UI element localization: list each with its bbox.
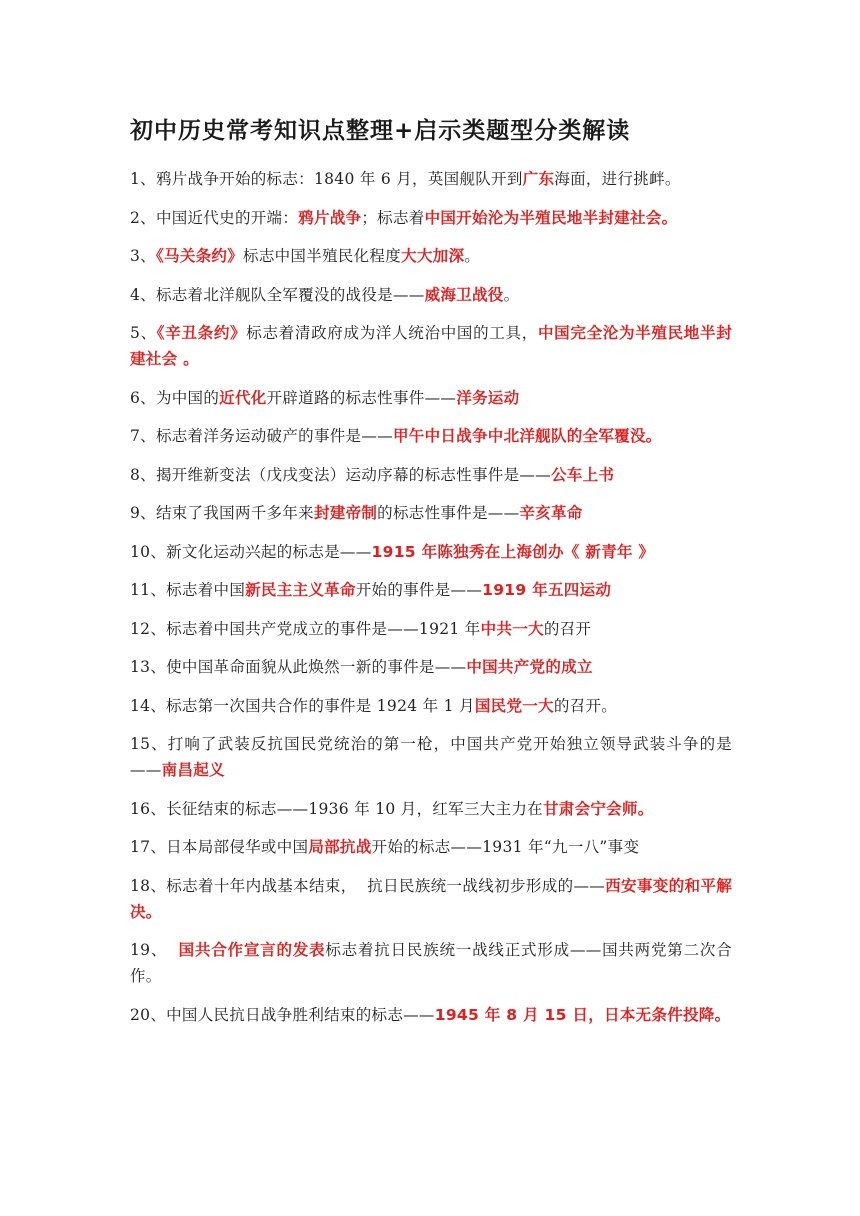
- highlighted-keyword: 公车上书: [550, 465, 615, 484]
- item-text: 11、标志着中国: [130, 581, 246, 599]
- item-text: 6、为中国的: [130, 388, 220, 407]
- highlighted-keyword: 西安事变的和平解决。: [130, 876, 732, 921]
- item-text: 开辟道路的标志性事件——: [266, 388, 457, 407]
- knowledge-point-item: [130, 937, 732, 989]
- highlighted-keyword: 局部抗战: [308, 838, 372, 856]
- item-text: 5、: [130, 324, 157, 342]
- item-text: ；标志着: [361, 208, 425, 227]
- item-text: 18、标志着十年内战基本结束， 抗日民族统一战线初步形成的——: [130, 876, 606, 895]
- item-text: 12、标志着中国共产党成立的事件是——1921 年: [130, 619, 481, 638]
- highlighted-keyword: 《马关条约》: [155, 247, 244, 265]
- item-text: 7、标志着洋务运动破产的事件是——: [130, 427, 393, 445]
- highlighted-keyword: 中国共产党的成立: [466, 658, 593, 676]
- item-text: 开始的标志——1931 年“九一八”事变: [371, 838, 640, 856]
- highlighted-keyword: 辛亥革命: [519, 504, 583, 522]
- item-text: 13、使中国革命面貌从此焕然一新的事件是——: [130, 658, 467, 676]
- item-text: 2、中国近代史的开端：: [130, 208, 299, 227]
- item-text: 标志着清政府成为洋人统治中国的工具，: [246, 324, 538, 342]
- knowledge-point-item: [130, 539, 732, 565]
- item-text: 4、标志着北洋舰队全军覆没的战役是——: [130, 285, 425, 304]
- item-text: 海面，进行挑衅。: [554, 170, 681, 188]
- item-text: 开始的事件是——: [355, 581, 483, 599]
- knowledge-point-item: [130, 654, 732, 680]
- knowledge-point-item: [130, 834, 732, 860]
- highlighted-keyword: 1945 年 8 月 15 日，日本无条件投降。: [434, 1005, 731, 1024]
- highlighted-keyword: 1919 年五四运动: [482, 581, 612, 599]
- item-text: 的召开: [543, 619, 592, 638]
- item-text: 1、鸦片战争开始的标志：1840 年 6 月，英国舰队开到: [130, 170, 523, 188]
- item-text: 20、中国人民抗日战争胜利结束的标志——: [130, 1005, 435, 1024]
- knowledge-point-item: [130, 320, 732, 372]
- knowledge-point-item: [130, 500, 732, 526]
- highlighted-keyword: 威海卫战役: [424, 285, 504, 304]
- highlighted-keyword: 中共一大: [480, 619, 544, 638]
- highlighted-keyword: 大大加深: [401, 247, 465, 265]
- highlighted-keyword: 甘肃会宁会师。: [542, 799, 654, 818]
- knowledge-point-item: [130, 731, 732, 783]
- highlighted-keyword: 封建帝制: [313, 504, 378, 522]
- highlighted-keyword: 新民主主义革命: [245, 581, 356, 599]
- highlighted-keyword: 《辛丑条约》: [156, 324, 247, 342]
- highlighted-keyword: 广东: [522, 170, 555, 188]
- highlighted-keyword: 近代化: [219, 388, 267, 407]
- item-text: 9、结束了我国两千多年来: [130, 504, 314, 522]
- item-text: 8、揭开维新变法（戊戌变法）运动序幕的标志性事件是——: [130, 465, 551, 484]
- highlighted-keyword: 中国完全沦为半殖民地半封建社会 。: [130, 324, 732, 368]
- item-text: 。: [503, 285, 520, 304]
- knowledge-point-item: [130, 385, 732, 411]
- item-text: 10、新文化运动兴起的标志是——: [130, 542, 372, 561]
- item-text: 15、打响了武装反抗国民党统治的第一枪，中国共产党开始独立领导武装斗争的是——: [130, 735, 732, 779]
- item-text: 的标志性事件是——: [377, 504, 520, 522]
- knowledge-point-item: [130, 873, 732, 925]
- highlighted-keyword: 1915 年陈独秀在上海创办《 新青年 》: [371, 542, 655, 561]
- item-text: 的召开。: [553, 696, 618, 715]
- knowledge-point-item: [130, 282, 732, 308]
- item-text: 14、标志第一次国共合作的事件是 1924 年 1 月: [130, 696, 475, 715]
- highlighted-keyword: 洋务运动: [456, 388, 520, 407]
- item-text: 标志中国半殖民化程度: [243, 247, 402, 265]
- knowledge-point-item: [130, 462, 732, 488]
- highlighted-keyword: 国民党一大: [474, 696, 554, 715]
- highlighted-keyword: 中国开始沦为半殖民地半封建社会。: [424, 208, 678, 227]
- item-text: 19、: [130, 941, 179, 959]
- knowledge-point-item: [130, 205, 732, 231]
- item-text: 标志着抗日民族统一战线正式形成——国共两党第二次合作。: [130, 941, 733, 985]
- item-text: 17、日本局部侵华或中国: [130, 838, 309, 856]
- knowledge-point-item: [130, 1002, 732, 1028]
- item-text: 。: [464, 247, 481, 265]
- highlighted-keyword: 甲午中日战争中北洋舰队的全军覆没。: [392, 427, 662, 445]
- highlighted-keyword: 国共合作宣言的发表: [178, 941, 326, 959]
- knowledge-point-list: [130, 166, 732, 1040]
- knowledge-point-item: [130, 423, 732, 449]
- item-text: 16、长征结束的标志——1936 年 10 月，红军三大主力在: [130, 799, 543, 818]
- highlighted-keyword: 鸦片战争: [298, 208, 362, 227]
- item-text: 3、: [130, 247, 156, 265]
- knowledge-point-item: [130, 577, 732, 603]
- knowledge-point-item: [130, 243, 732, 269]
- knowledge-point-item: [130, 166, 732, 192]
- knowledge-point-item: [130, 693, 732, 719]
- knowledge-point-item: [130, 616, 732, 642]
- highlighted-keyword: 南昌起义: [161, 761, 225, 779]
- document-title: 初中历史常考知识点整理+启示类题型分类解读: [130, 118, 631, 144]
- knowledge-point-item: [130, 796, 732, 822]
